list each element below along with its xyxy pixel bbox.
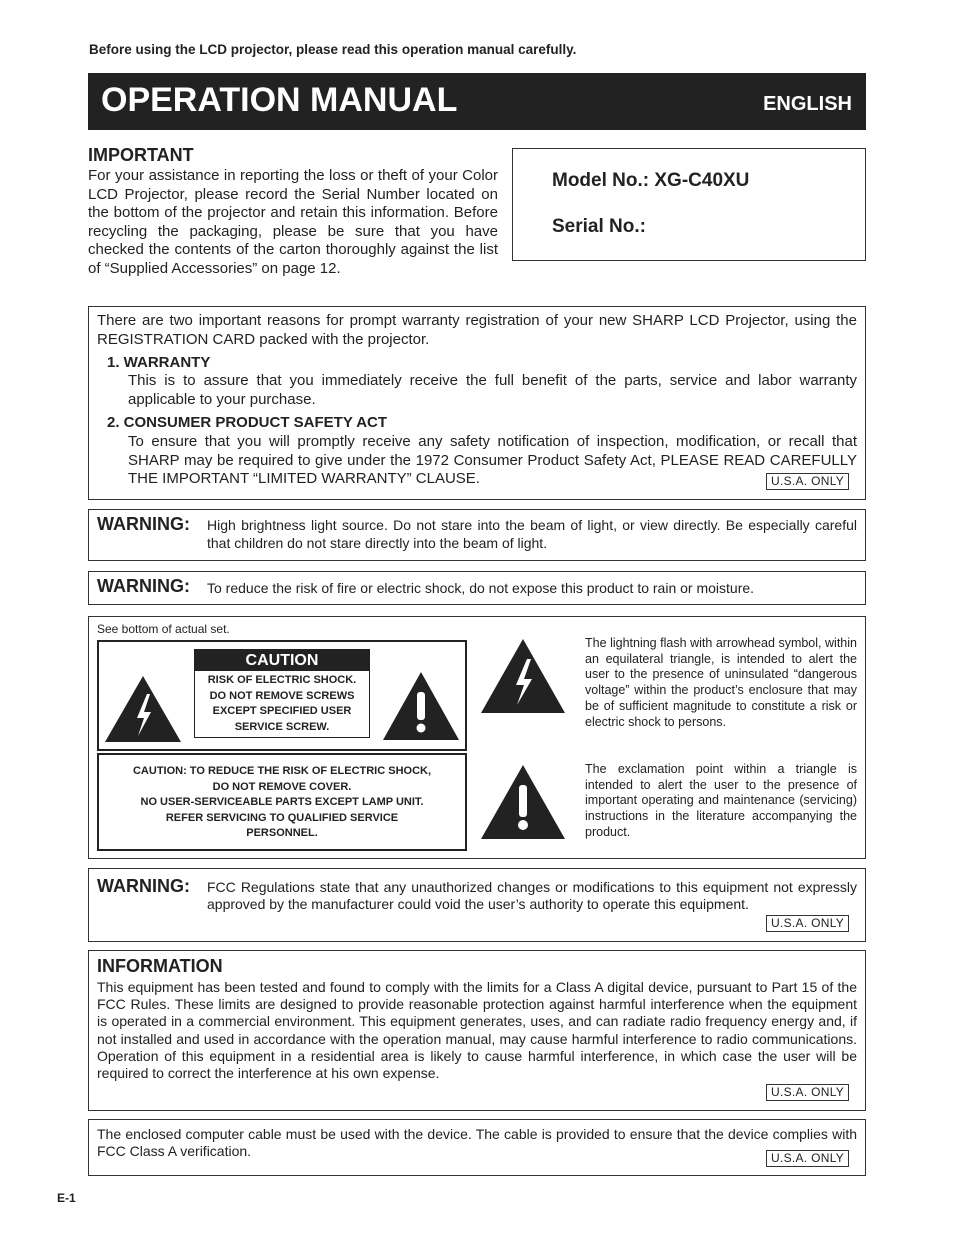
region-tag: U.S.A. ONLY — [766, 915, 849, 932]
warning-fcc-box — [88, 868, 866, 942]
manual-title: OPERATION MANUAL — [101, 81, 458, 119]
caution-lower-line: CAUTION: TO REDUCE THE RISK OF ELECTRIC SHOCK, — [132, 765, 432, 777]
important-heading: IMPORTANT — [88, 145, 194, 165]
caution-lower-box — [97, 753, 467, 851]
caution-lower-line: NO USER-SERVICEABLE PARTS EXCEPT LAMP UNIT. — [140, 796, 424, 808]
registration-intro: There are two important reasons for prompt warranty registration of your new SHARP LCD Projector, using the REGISTRATION CARD packed with the projector. — [97, 312, 857, 348]
cable-note-box — [88, 1119, 866, 1176]
caution-title: CAUTION — [195, 650, 369, 671]
caution-line: SERVICE SCREW. — [234, 720, 330, 733]
caution-note: See bottom of actual set. — [97, 622, 230, 636]
caution-label — [97, 640, 467, 751]
lightning-triangle-icon — [479, 637, 567, 715]
caution-line: EXCEPT SPECIFIED USER — [212, 705, 352, 717]
language-label: ENGLISH — [763, 93, 852, 115]
warranty-text: This is to assure that you immediately receive the full benefit of the parts, service and labor warranty applicable to your purchase. — [128, 372, 857, 408]
important-text: For your assistance in reporting the loss or theft of your Color LCD Projector, please record the Serial Number located on the bottom of the projector and retain this information. Before recycling the packaging, please be sure that you have checked the contents of the carton thoroughly against the list of “Supplied Accessories” on page 12. — [88, 167, 498, 277]
caution-lower-line: DO NOT REMOVE COVER. — [212, 780, 352, 793]
information-box — [88, 950, 866, 1111]
warranty-heading: 1. WARRANTY — [107, 354, 211, 371]
safety-act-heading: 2. CONSUMER PRODUCT SAFETY ACT — [107, 414, 388, 431]
safety-act-text: To ensure that you will promptly receive any safety notification of inspection, modification, or recall that SHARP may be required to give under the 1972 Consumer Product Safety Act, PLEASE READ CAREFULLY THE IMPORTANT “LIMITED WARRANTY” CLAUSE. — [128, 433, 857, 487]
model-serial-box — [512, 148, 866, 261]
exclamation-description: The exclamation point within a triangle is intended to alert the user to the presence of important operating and maintenance (servicing) instructions in the literature accompanying the product. — [585, 762, 857, 839]
warning-label: WARNING: — [97, 876, 190, 896]
serial-number-label: Serial No.: — [552, 216, 646, 237]
cable-note-text: The enclosed computer cable must be used with the device. The cable is provided to ensure that the device complies with FCC Class A verification. — [97, 1126, 857, 1160]
registration-box — [88, 306, 866, 500]
caution-panel — [88, 616, 866, 859]
warning-brightness-text: High brightness light source. Do not stare into the beam of light, or view directly. Be especially careful that children do not stare directly into the beam of light. — [207, 517, 857, 551]
page-number: E-1 — [57, 1191, 76, 1205]
region-tag: U.S.A. ONLY — [766, 473, 849, 490]
lightning-triangle-icon — [103, 674, 183, 744]
caution-line: DO NOT REMOVE SCREWS — [209, 689, 355, 702]
warning-moisture-box — [88, 571, 866, 605]
exclamation-triangle-icon — [381, 670, 461, 742]
warning-moisture-text: To reduce the risk of fire or electric shock, do not expose this product to rain or moisture. — [207, 580, 755, 596]
caution-line: RISK OF ELECTRIC SHOCK. — [207, 674, 357, 686]
caution-inner-box — [194, 649, 370, 738]
warning-label: WARNING: — [97, 514, 190, 534]
model-number: Model No.: XG-C40XU — [552, 170, 750, 191]
information-text: This equipment has been tested and found to comply with the limits for a Class A digital device, pursuant to Part 15 of the FCC Rules. These limits are designed to provide reasonable protection against harmful interference when the equipment is operated in a commercial environment. This equipment generates, uses, and can radiate radio frequency energy and, if not installed and used in accordance with the operation manual, may cause harmful interference to radio communications. Operation of this equipment in a residential area is likely to cause harmful interference, in which case the user will be required to correct the interference at his own expense. — [97, 979, 857, 1082]
warning-fcc-text: FCC Regulations state that any unauthorized changes or modifications to this equipment not expressly approved by the manufacturer could void the user’s authority to operate this equipment. — [207, 879, 857, 912]
warning-brightness-box — [88, 509, 866, 561]
title-banner — [88, 73, 866, 130]
warning-label: WARNING: — [97, 576, 190, 596]
top-notice: Before using the LCD projector, please read this operation manual carefully. — [89, 42, 577, 57]
caution-lower-line: REFER SERVICING TO QUALIFIED SERVICE — [165, 811, 399, 824]
information-heading: INFORMATION — [97, 956, 223, 976]
region-tag: U.S.A. ONLY — [766, 1084, 849, 1101]
exclamation-triangle-icon — [479, 763, 567, 841]
caution-lower-line: PERSONNEL. — [246, 827, 318, 839]
region-tag: U.S.A. ONLY — [766, 1150, 849, 1167]
lightning-description: The lightning flash with arrowhead symbol, within an equilateral triangle, is intended to alert the user to the presence of uninsulated “dangerous voltage” within the product’s enclosure that may be of sufficient magnitude to constitute a risk or electric shock to persons. — [585, 636, 857, 729]
